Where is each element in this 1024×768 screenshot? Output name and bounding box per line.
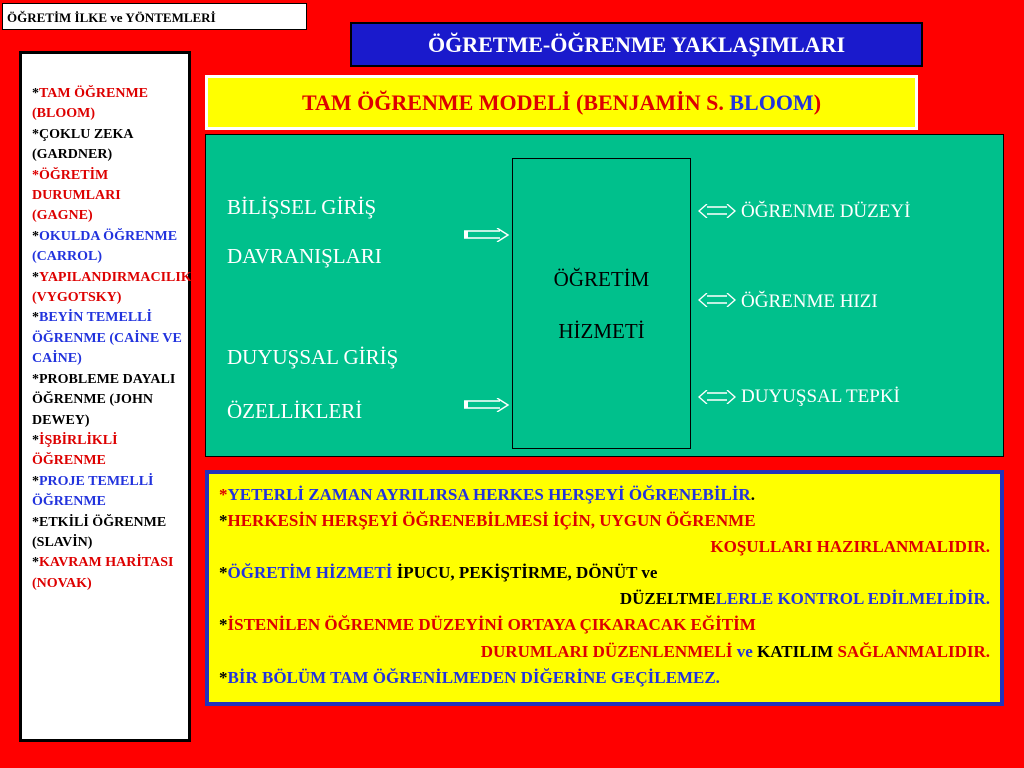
note-line [219,508,990,534]
cognitive-input-line2: DAVRANIŞLARI [227,244,382,268]
affective-input-line1: DUYUŞSAL GİRİŞ [227,345,399,369]
sidebar-item-text: *ÇOKLU ZEKA (GARDNER) [32,126,133,163]
note-text: DÜZELTME [619,589,716,609]
output-learning-speed: ÖĞRENME HIZI [741,291,878,312]
sidebar-item-text: * [32,228,39,244]
level-output-arrow-icon [698,204,736,218]
sidebar-item-text: OKULDA ÖĞRENME (CARROL) [32,228,178,265]
sidebar-item-text: * [32,86,39,101]
note-line [219,586,990,612]
sidebar-item-text: * [32,269,39,285]
note-text: * [219,615,228,635]
instruction-service-line1: ÖĞRETİM [553,267,650,291]
note-text: DURUMLARI DÜZENLENMELİ [480,641,737,661]
output-affective-response: DUYUŞSAL TEPKİ [741,386,900,407]
instruction-service-line2: HİZMETİ [558,319,645,343]
sidebar-item-text: *ÖĞRETİM DURUMLARI (GAGNE) [32,167,121,224]
sidebar-item [32,553,184,594]
approaches-sidebar [19,51,191,742]
sidebar-item-text: * [32,432,39,448]
slide-corner-title: ÖĞRETİM İLKE ve YÖNTEMLERİ [2,3,307,30]
note-text: İPUCU, PEKİŞTİRME, DÖNÜT ve [396,563,658,583]
affective-output-arrow-icon [698,390,736,404]
note-text: * [219,485,228,504]
sidebar-item-text: * [32,555,39,571]
speed-output-arrow-icon [698,293,736,307]
note-line [219,665,990,691]
model-title-text: TAM ÖĞRENME MODELİ (BENJAMİN S. [301,90,730,115]
sidebar-item-text: *ETKİLİ ÖĞRENME (SLAVİN) [32,514,167,550]
model-title-name: BLOOM [729,90,814,115]
note-line [219,612,990,638]
sidebar-item-text: * [32,310,39,326]
sidebar-item-text: YAPILANDIRMACILIK (VYGOTSKY) [32,269,192,306]
sidebar-item [32,125,184,166]
note-text: İSTENİLEN ÖĞRENME DÜZEYİNİ ORTAYA ÇIKARACAK EĞİTİM [227,615,756,635]
note-text: YETERLİ ZAMAN AYRILIRSA HERKES HERŞEYİ ÖĞRENEBİLİR [227,485,751,504]
sidebar-item [32,513,184,554]
note-text: KOŞULLARI HAZIRLANMALIDIR. [710,537,990,557]
note-line [219,560,990,586]
sidebar-item [32,431,184,472]
note-text: HERKESİN HERŞEYİ ÖĞRENEBİLMESİ İÇİN, UYGUN ÖĞRENME [227,511,756,531]
sidebar-item-text: BEYİN TEMELLİ ÖĞRENME (CAİNE VE CAİNE) [32,310,182,367]
model-title-end: ) [813,90,822,115]
sidebar-item [32,370,184,431]
principles-notes [205,470,1004,706]
note-text: BİR BÖLÜM TAM ÖĞRENİLMEDEN DİĞERİNE GEÇİLEMEZ. [227,667,720,687]
instruction-service-box [512,158,691,449]
note-text: * [219,667,228,687]
note-line [219,482,990,508]
cognitive-input-arrow-icon [464,228,510,242]
sidebar-item-text: İŞBİRLİKLİ ÖĞRENME [32,432,118,469]
slide-main-title: ÖĞRETME-ÖĞRENME YAKLAŞIMLARI [350,22,923,67]
note-text: * [219,563,228,583]
note-text: LERLE KONTROL EDİLMELİDİR. [715,589,990,609]
note-text: * [219,511,228,531]
note-text: . [750,485,755,504]
sidebar-item-text: * [32,473,39,489]
affective-input-arrow-icon [464,398,510,412]
sidebar-item [32,227,184,268]
sidebar-item [32,166,184,227]
sidebar-item-text: PROJE TEMELLİ ÖĞRENME [32,473,154,510]
sidebar-item [32,84,184,125]
sidebar-item [32,472,184,513]
cognitive-input-line1: BİLİŞSEL GİRİŞ [227,195,377,219]
bloom-model-diagram [205,134,1004,457]
output-learning-level: ÖĞRENME DÜZEYİ [741,201,911,222]
note-text: ve [736,641,757,661]
sidebar-item-text: KAVRAM HARİTASI (NOVAK) [32,555,174,591]
sidebar-item-text: TAM ÖĞRENME (BLOOM) [32,86,149,122]
note-line [219,534,990,560]
note-text: ÖĞRETİM HİZMETİ [227,563,397,583]
note-text: SAĞLANMALIDIR. [837,641,990,661]
sidebar-item [32,308,184,369]
note-line [219,639,990,665]
affective-input-line2: ÖZELLİKLERİ [227,399,363,423]
model-title [205,75,918,130]
sidebar-item-text: *PROBLEME DAYALI ÖĞRENME (JOHN DEWEY) [32,371,176,428]
sidebar-item [32,268,192,309]
note-text: KATILIM [757,641,838,661]
